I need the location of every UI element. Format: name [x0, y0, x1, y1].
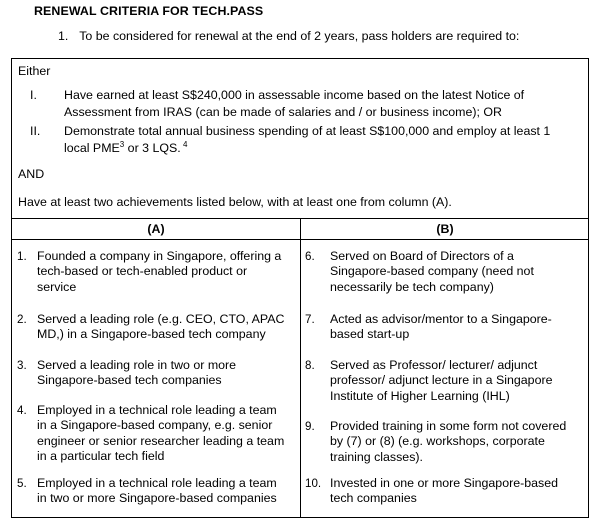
achievement-item — [305, 419, 575, 465]
item-text: Served a leading role in two or more Singapore-based tech companies — [37, 358, 237, 388]
item-text: Invested in one or more Singapore-based tech companies — [330, 476, 558, 506]
item-text: Employed in a technical role leading a team in two or more Singapore-based companies — [37, 476, 277, 506]
requirement-line: Demonstrate total annual business spending of at least S$100,000 and employ at least 1 — [64, 124, 551, 138]
item-number: 4. — [17, 404, 27, 417]
item-text: Acted as advisor/mentor to a Singapore-based start-up — [330, 312, 552, 342]
item-text: Provided training in some form not covered by (7) or (8) (e.g. workshops, corporate training classes). — [330, 419, 567, 464]
either-label: Either — [18, 64, 51, 78]
item-number: 3. — [17, 359, 27, 372]
item-number: 1. — [17, 250, 27, 263]
achievements-instruction: Have at least two achievements listed below, with at least one from column (A). — [18, 195, 452, 209]
item-text: Served as Professor/ lecturer/ adjunct professor/ adjunct lecture in a Singapore Institute of Higher Learning (IHL) — [330, 358, 553, 403]
footnote-ref: 4 — [180, 139, 188, 149]
intro-number: 1. — [58, 29, 69, 43]
requirement-text: local PME — [64, 140, 120, 155]
achievement-item — [305, 476, 575, 507]
requirement-2 — [18, 123, 578, 156]
achievement-item — [17, 312, 287, 343]
item-number: 2. — [17, 313, 27, 326]
requirement-text: or 3 LQS. — [124, 140, 181, 155]
item-text: Served a leading role (e.g. CEO, CTO, APAC MD,) in a Singapore-based tech company — [37, 312, 285, 342]
column-a-header: (A) — [147, 222, 165, 236]
achievement-item — [305, 358, 575, 404]
item-number: 8. — [305, 359, 315, 372]
achievement-item — [305, 312, 575, 343]
requirement-line: Have earned at least S$240,000 in assessable income based on the latest Notice of — [64, 88, 525, 102]
footnote-ref: 3 — [119, 139, 125, 149]
achievement-item — [17, 358, 287, 389]
requirement-numeral: I. — [30, 88, 37, 102]
requirement-1 — [18, 87, 578, 120]
intro-text: To be considered for renewal at the end of 2 years, pass holders are required to: — [79, 29, 520, 43]
item-number: 5. — [17, 477, 27, 490]
item-number: 10. — [305, 477, 322, 490]
item-number: 7. — [305, 313, 315, 326]
requirement-numeral: II. — [30, 124, 41, 138]
criteria-table — [11, 58, 589, 518]
document-title: RENEWAL CRITERIA FOR TECH.PASS — [34, 4, 264, 18]
achievement-item — [17, 403, 287, 465]
achievement-item — [17, 476, 287, 507]
achievement-item — [17, 249, 287, 295]
item-text: Served on Board of Directors of a Singapore-based company (need not necessarily be tech company) — [330, 249, 534, 294]
item-number: 9. — [305, 420, 315, 433]
requirement-line: Assessment from IRAS (can be made of salaries and / or business income); OR — [64, 104, 502, 119]
and-label: AND — [18, 167, 45, 181]
intro-paragraph — [58, 29, 519, 43]
requirement-line — [64, 140, 578, 157]
item-text: Founded a company in Singapore, offering a tech-based or tech-enabled product or service — [37, 249, 282, 294]
column-divider — [300, 219, 301, 518]
achievement-item — [305, 249, 575, 295]
column-b-header: (B) — [436, 222, 454, 236]
item-number: 6. — [305, 250, 315, 263]
item-text: Employed in a technical role leading a team in a Singapore-based company, e.g. senior engineer or senior researcher leading a team in a particular tech field — [37, 403, 285, 464]
